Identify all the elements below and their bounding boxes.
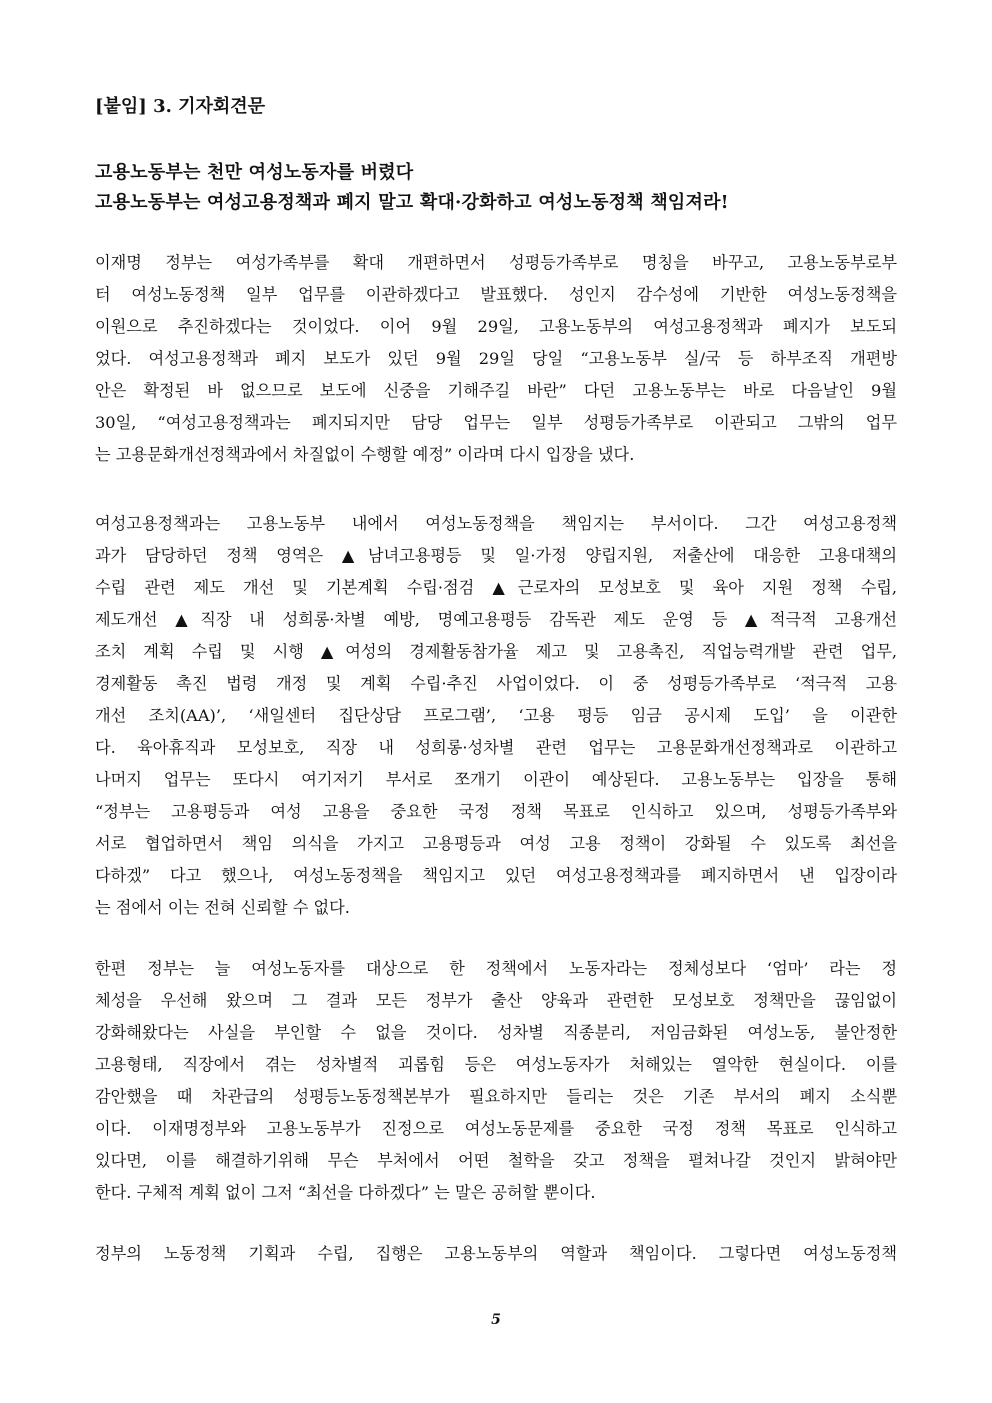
paragraph-2 <box>95 508 897 924</box>
paragraph-line: 체성을 우선해 왔으며 그 결과 모든 정부가 출산 양육과 관련한 모성보호 정책만을 끊임없이 <box>95 991 897 1010</box>
paragraph-line: 경제활동 촉진 법령 개정 및 계획 수립·추진 사업이었다. 이 중 성평등가족부로 ‘적극적 고용 <box>95 674 897 693</box>
paragraph-line: 었다. 여성고용정책과 폐지 보도가 있던 9월 29일 당일 “고용노동부 실/국 등 하부조직 개편방 <box>95 349 897 368</box>
paragraph-4 <box>95 1238 897 1270</box>
paragraph-line: 이다. 이재명정부와 고용노동부가 진정으로 여성노동문제를 중요한 국정 정책 목표로 인식하고 <box>95 1119 897 1138</box>
paragraph-line: 는 점에서 이는 전혀 신뢰할 수 없다. <box>95 898 350 917</box>
paragraph-line: 이원으로 추진하겠다는 것이었다. 이어 9월 29일, 고용노동부의 여성고용정책과 폐지가 보도되 <box>95 317 897 336</box>
paragraph-line: 터 여성노동정책 일부 업무를 이관하겠다고 발표했다. 성인지 감수성에 기반한 여성노동정책을 <box>95 285 897 304</box>
paragraph-line: 30일, “여성고용정책과는 폐지되지만 담당 업무는 일부 성평등가족부로 이관되고 그밖의 업무 <box>95 413 897 432</box>
paragraph-line: 는 고용문화개선정책과에서 차질없이 수행할 예정” 이라며 다시 입장을 냈다. <box>95 445 635 464</box>
paragraph-line: 서로 협업하면서 책임 의식을 가지고 고용평등과 여성 고용 정책이 강화될 수 있도록 최선을 <box>95 834 897 853</box>
paragraph-line: 이재명 정부는 여성가족부를 확대 개편하면서 성평등가족부로 명칭을 바꾸고, 고용노동부로부 <box>95 253 897 272</box>
paragraph-line: 한다. 구체적 계획 없이 그저 “최선을 다하겠다” 는 말은 공허할 뿐이다. <box>95 1183 596 1202</box>
paragraph-line: 과가 담당하던 정책 영역은 ▲남녀고용평등 및 일·가정 양립지원, 저출산에 대응한 고용대책의 <box>95 546 897 565</box>
paragraph-line: 개선 조치(AA)’, ‘새일센터 집단상담 프로그램’, ‘고용 평등 임금 공시제 도입’ 을 이관한 <box>95 706 897 725</box>
paragraph-3 <box>95 953 897 1209</box>
paragraph-line: 나머지 업무는 또다시 여기저기 부서로 쪼개기 이관이 예상된다. 고용노동부는 입장을 통해 <box>95 770 897 789</box>
paragraph-line: “정부는 고용평등과 여성 고용을 중요한 국정 정책 목표로 인식하고 있으며, 성평등가족부와 <box>95 802 897 821</box>
paragraph-line: 다. 육아휴직과 모성보호, 직장 내 성희롱·성차별 관련 업무는 고용문화개선정책과로 이관하고 <box>95 738 897 757</box>
paragraph-line: 정부의 노동정책 기획과 수립, 집행은 고용노동부의 역할과 책임이다. 그렇다면 여성노동정책 <box>95 1244 897 1263</box>
headline-primary: 고용노동부는 천만 여성노동자를 버렸다 <box>95 162 414 183</box>
paragraph-line: 조치 계획 수립 및 시행 ▲여성의 경제활동참가율 제고 및 고용촉진, 직업능력개발 관련 업무, <box>95 642 897 661</box>
page-number: 5 <box>491 1312 501 1328</box>
paragraph-line: 강화해왔다는 사실을 부인할 수 없을 것이다. 성차별 직종분리, 저임금화된 여성노동, 불안정한 <box>95 1023 897 1042</box>
attachment-label: [붙임] 3. 기자회견문 <box>95 96 266 117</box>
paragraph-line: 고용형태, 직장에서 겪는 성차별적 괴롭힘 등은 여성노동자가 처해있는 열악한 현실이다. 이를 <box>95 1055 897 1074</box>
paragraph-line: 안은 확정된 바 없으므로 보도에 신중을 기해주길 바란” 다던 고용노동부는 바로 다음날인 9월 <box>95 381 897 400</box>
paragraph-line: 감안했을 때 차관급의 성평등노동정책본부가 필요하지만 들리는 것은 기존 부서의 폐지 소식뿐 <box>95 1087 897 1106</box>
paragraph-line: 제도개선 ▲직장 내 성희롱·차별 예방, 명예고용평등 감독관 제도 운영 등 ▲적극적 고용개선 <box>95 610 897 629</box>
paragraph-line: 여성고용정책과는 고용노동부 내에서 여성노동정책을 책임지는 부서이다. 그간 여성고용정책 <box>95 514 897 533</box>
paragraph-line: 수립 관련 제도 개선 및 기본계획 수립·점검 ▲근로자의 모성보호 및 육아 지원 정책 수립, <box>95 578 897 597</box>
paragraph-line: 있다면, 이를 해결하기위해 무슨 부처에서 어떤 철학을 갖고 정책을 펼쳐나갈 것인지 밝혀야만 <box>95 1151 897 1170</box>
paragraph-line: 다하겠” 다고 했으나, 여성노동정책을 책임지고 있던 여성고용정책과를 폐지하면서 낸 입장이라 <box>95 866 897 885</box>
paragraph-line: 한편 정부는 늘 여성노동자를 대상으로 한 정책에서 노동자라는 정체성보다 ‘엄마’ 라는 정 <box>95 959 897 978</box>
headline-secondary: 고용노동부는 여성고용정책과 폐지 말고 확대·강화하고 여성노동정책 책임져라! <box>95 192 729 213</box>
paragraph-1 <box>95 247 897 471</box>
